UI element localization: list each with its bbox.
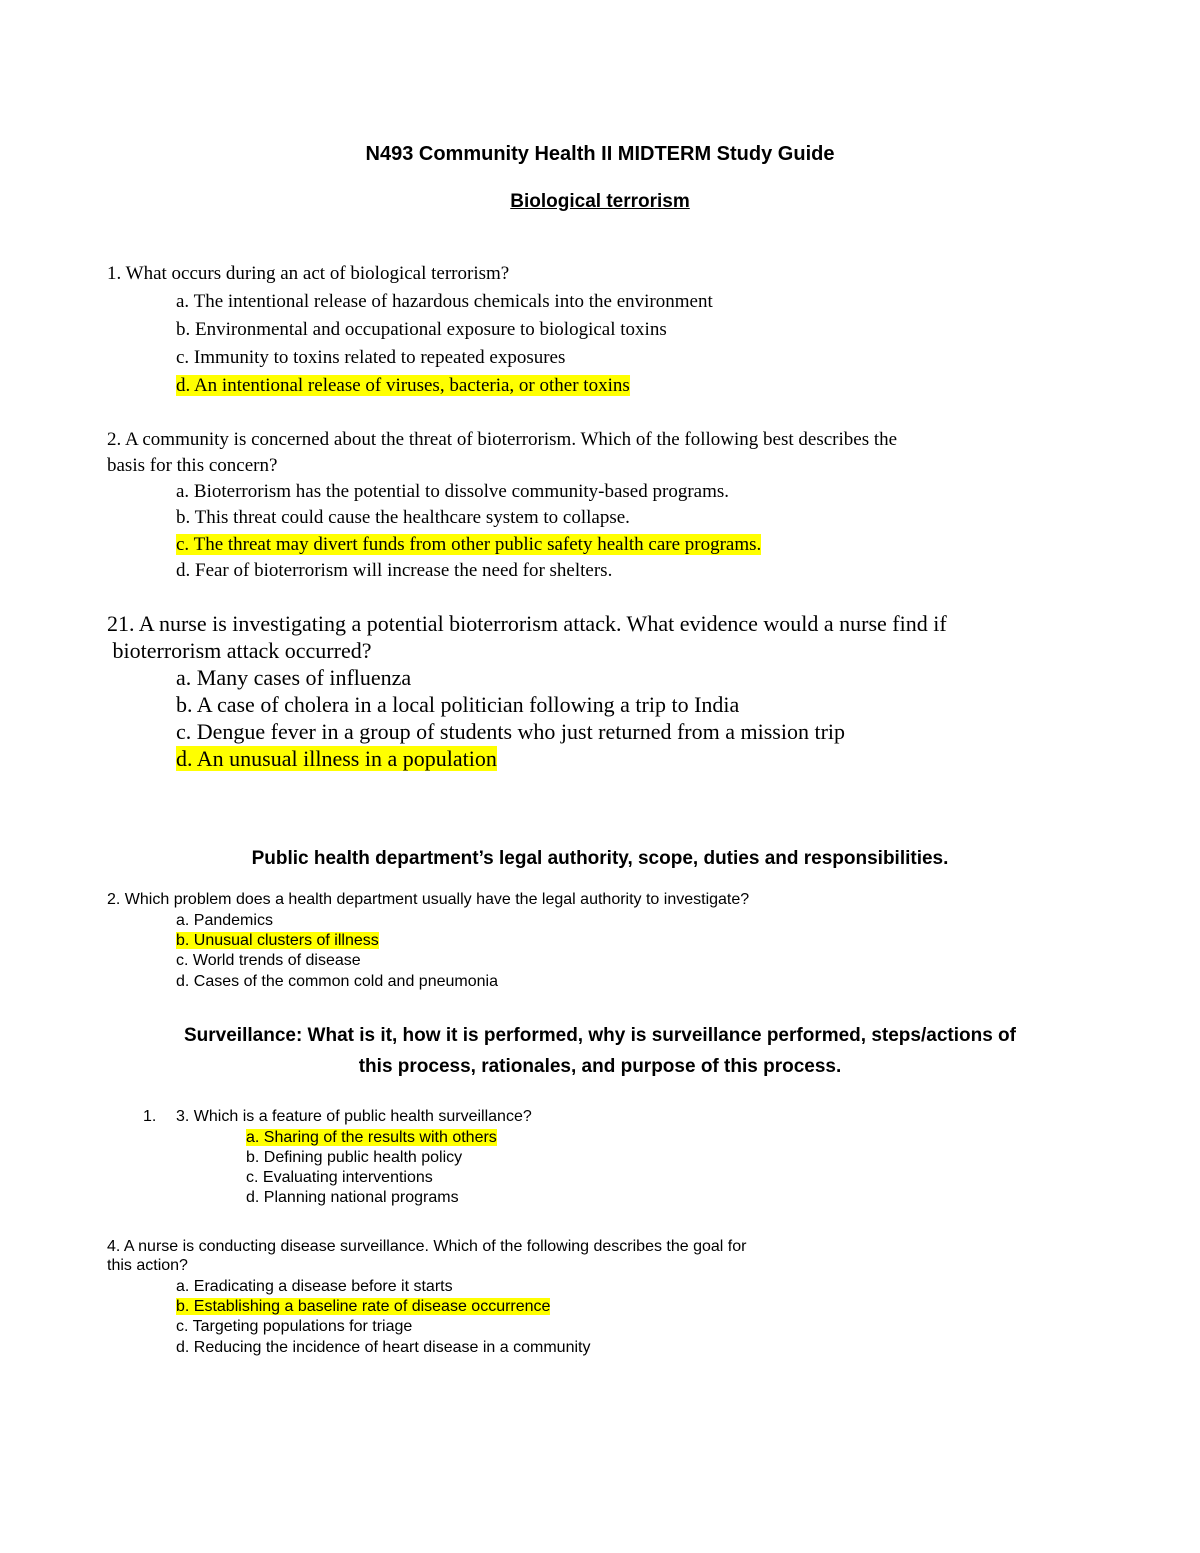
- answer-option: c. Dengue fever in a group of students who just returned from a mission trip: [176, 719, 846, 744]
- section-heading-legal-authority: Public health department’s legal authority, scope, duties and responsibilities.: [251, 848, 949, 869]
- answer-option: b. A case of cholera in a local politician following a trip to India: [176, 692, 740, 717]
- section-heading-biological-terrorism: Biological terrorism: [510, 191, 690, 212]
- answer-option: c. Immunity to toxins related to repeated exposures: [176, 347, 566, 368]
- answer-option: d. Reducing the incidence of heart disease in a community: [176, 1339, 591, 1356]
- answer-option: c. Evaluating interventions: [246, 1169, 433, 1186]
- answer-highlight: d. An intentional release of viruses, bacteria, or other toxins: [176, 375, 630, 396]
- answer-highlight: d. An unusual illness in a population: [176, 746, 497, 771]
- answer-highlight: b. Unusual clusters of illness: [176, 932, 379, 949]
- question-stem: 2. Which problem does a health department usually have the legal authority to investigate?: [107, 891, 750, 908]
- answer-option-highlighted: [176, 1298, 550, 1316]
- question-stem: 4. A nurse is conducting disease surveillance. Which of the following describes the goal for: [107, 1238, 747, 1255]
- answer-option: a. Bioterrorism has the potential to dissolve community-based programs.: [176, 481, 730, 502]
- section-heading-surveillance-line2: this process, rationales, and purpose of this process.: [358, 1056, 842, 1077]
- answer-option: c. Targeting populations for triage: [176, 1318, 413, 1335]
- answer-option: c. World trends of disease: [176, 952, 361, 969]
- question-stem: 2. A community is concerned about the threat of bioterrorism. Which of the following best describes the: [107, 429, 898, 450]
- answer-option: d. Fear of bioterrorism will increase the need for shelters.: [176, 560, 613, 581]
- question-stem: basis for this concern?: [107, 455, 278, 476]
- answer-option: d. Cases of the common cold and pneumonia: [176, 973, 498, 990]
- answer-highlight: c. The threat may divert funds from other public safety health care programs.: [176, 534, 762, 555]
- answer-option-highlighted: [176, 534, 761, 556]
- answer-option: d. Planning national programs: [246, 1189, 459, 1206]
- answer-option-highlighted: [176, 375, 630, 397]
- answer-option: b. Environmental and occupational exposure to biological toxins: [176, 319, 667, 340]
- answer-option: b. This threat could cause the healthcare system to collapse.: [176, 507, 630, 528]
- question-stem: 3. Which is a feature of public health surveillance?: [176, 1108, 532, 1125]
- section-heading-surveillance: Surveillance: What is it, how it is performed, why is surveillance performed, steps/actions of: [184, 1025, 1016, 1046]
- answer-highlight: b. Establishing a baseline rate of disease occurrence: [176, 1298, 551, 1315]
- question-stem: bioterrorism attack occurred?: [107, 638, 372, 663]
- answer-option-highlighted: [176, 932, 379, 950]
- answer-highlight: a. Sharing of the results with others: [246, 1129, 497, 1146]
- answer-option: a. The intentional release of hazardous chemicals into the environment: [176, 291, 713, 312]
- answer-option: a. Many cases of influenza: [176, 665, 412, 690]
- answer-option: a. Eradicating a disease before it starts: [176, 1278, 453, 1295]
- question-stem: this action?: [107, 1257, 188, 1274]
- question-stem: 1. What occurs during an act of biological terrorism?: [107, 263, 510, 284]
- answer-option-highlighted: [246, 1129, 497, 1147]
- answer-option: b. Defining public health policy: [246, 1149, 463, 1166]
- document-title: N493 Community Health II MIDTERM Study Guide: [365, 143, 835, 165]
- list-number: 1.: [143, 1108, 157, 1125]
- answer-option: a. Pandemics: [176, 912, 273, 929]
- answer-option-highlighted: [176, 746, 497, 772]
- question-stem: 21. A nurse is investigating a potential bioterrorism attack. What evidence would a nurse find if: [107, 611, 947, 636]
